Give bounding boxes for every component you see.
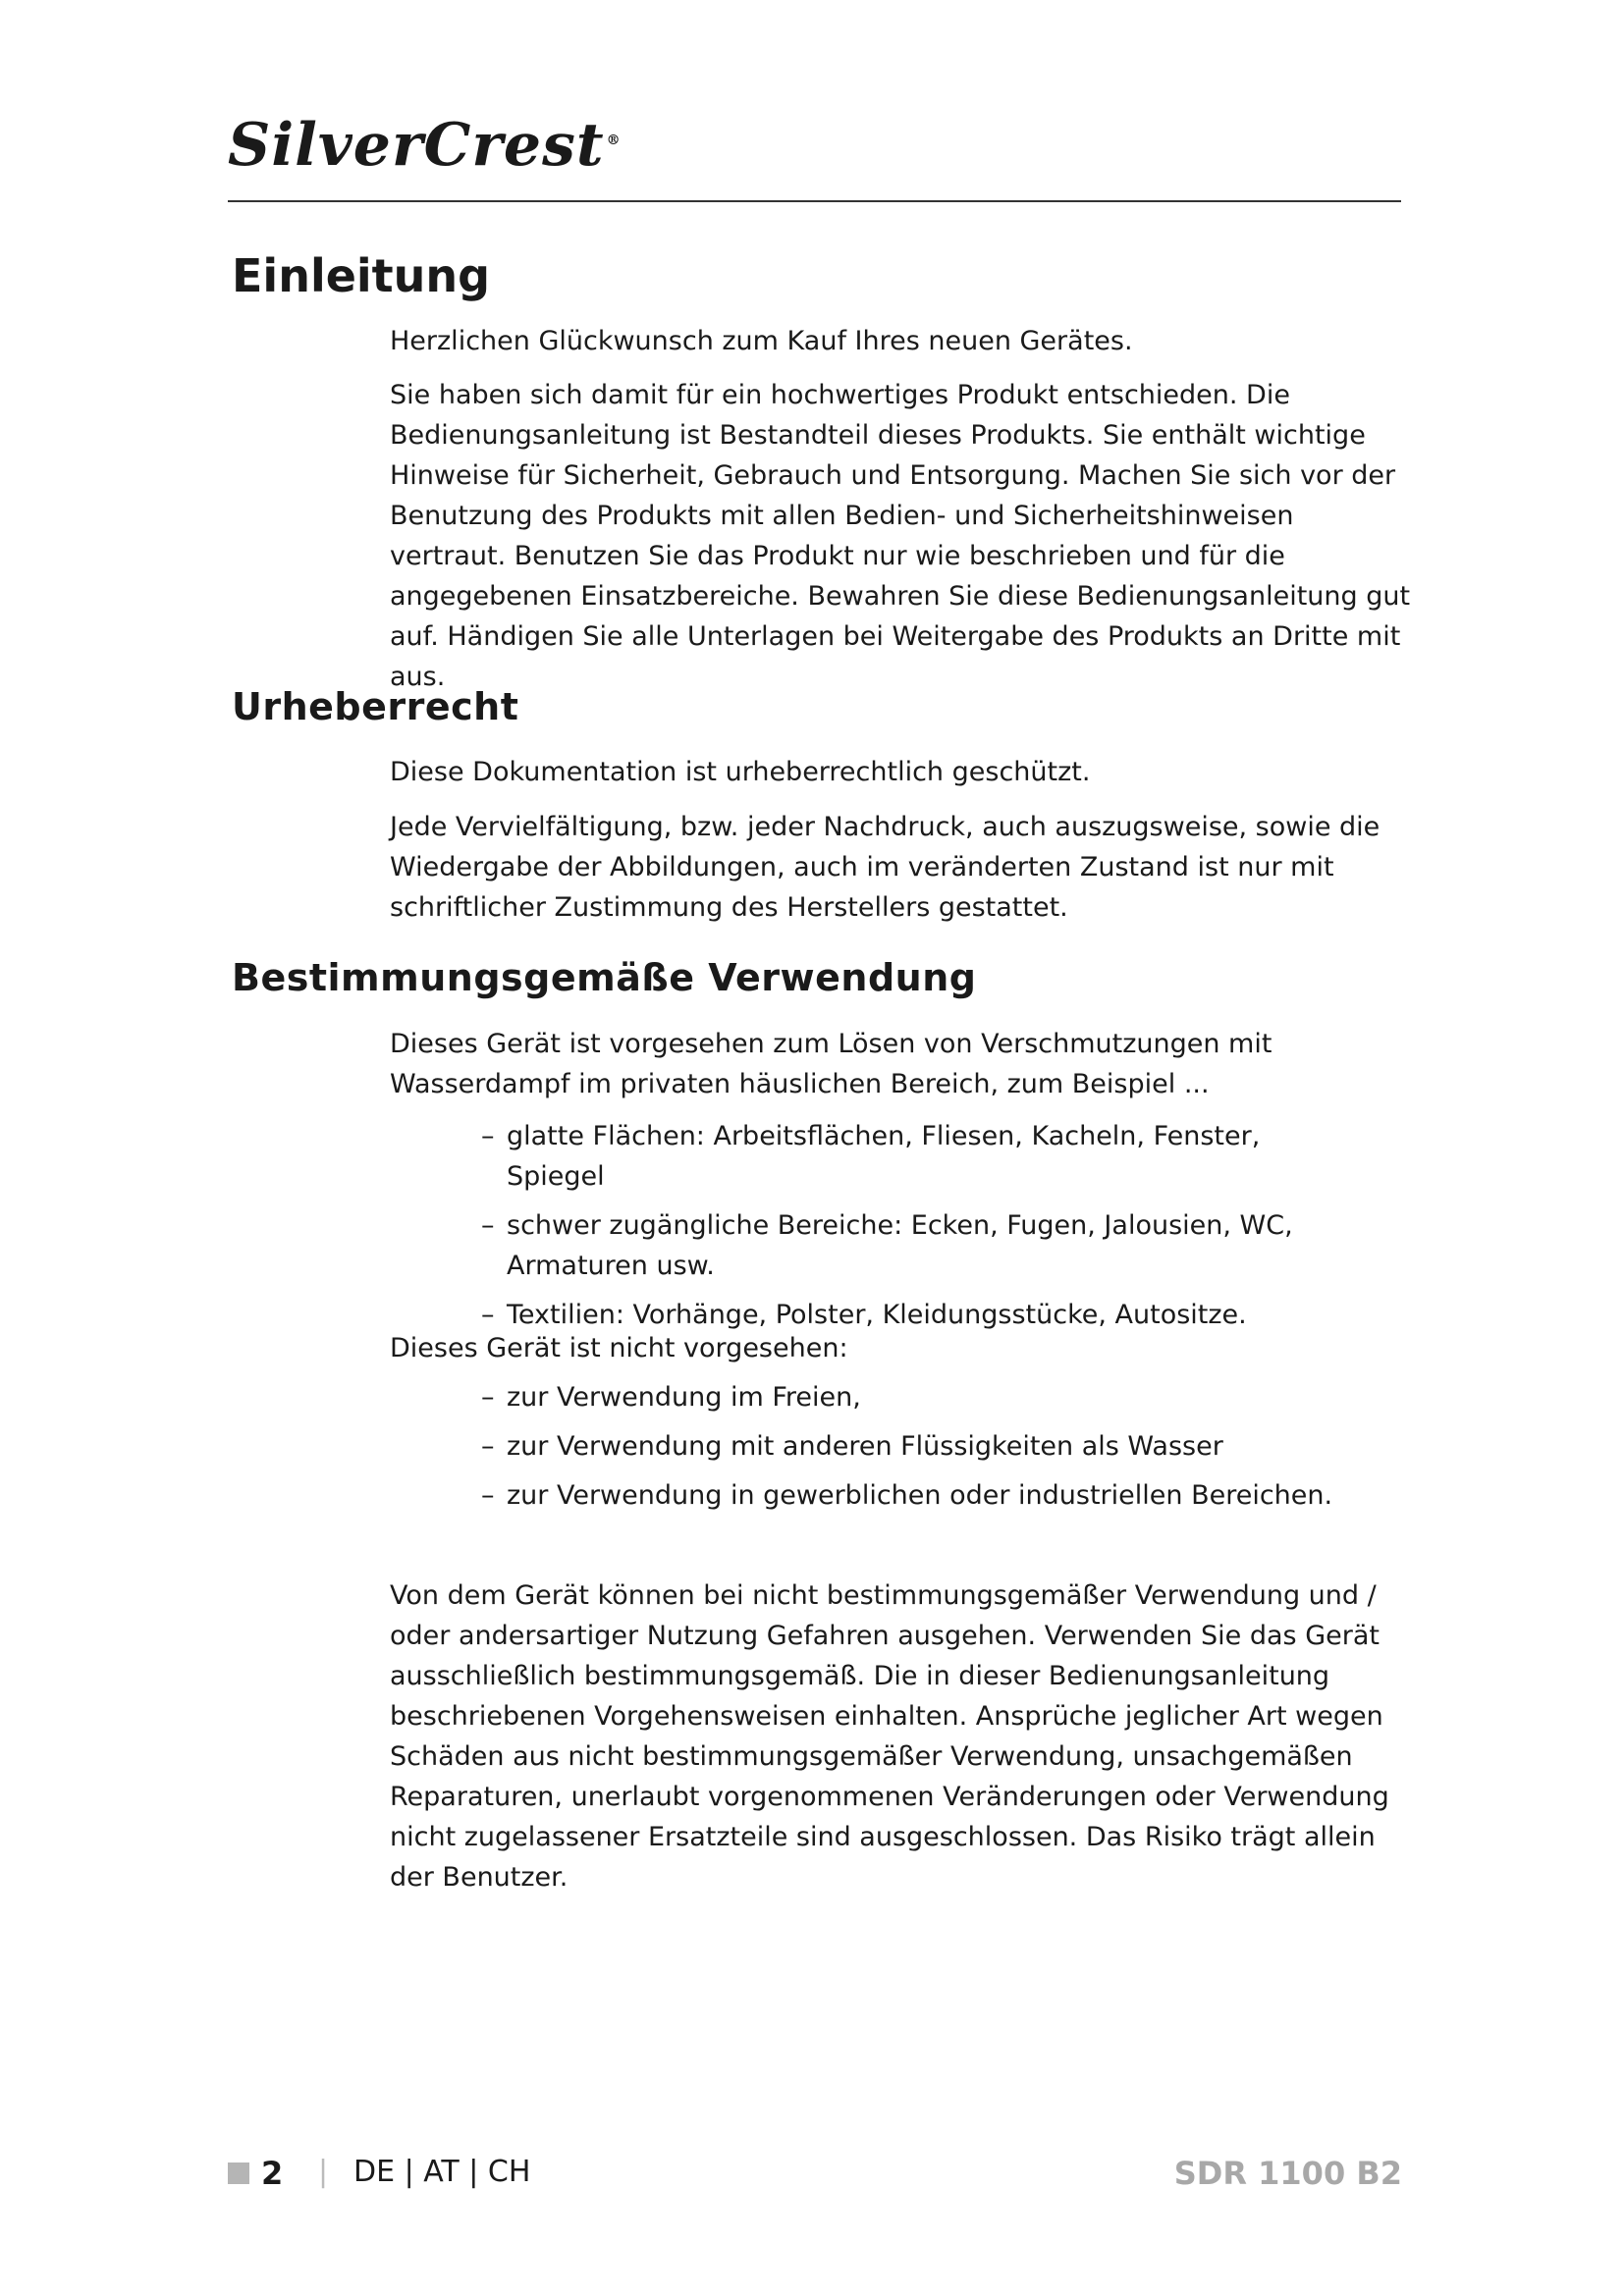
model-number: SDR 1100 B2 bbox=[1173, 2155, 1402, 2192]
page-footer bbox=[228, 2155, 1402, 2194]
verwendung-p2: Dieses Gerät ist nicht vorgesehen: bbox=[390, 1333, 848, 1363]
list-item: – Textilien: Vorhänge, Polster, Kleidungsstücke, Autositze. bbox=[481, 1300, 1247, 1330]
footer-languages: DE | AT | CH bbox=[353, 2155, 531, 2189]
registered-mark: ® bbox=[606, 133, 622, 148]
einleitung-p2: Sie haben sich damit für ein hochwertiges Produkt entschieden. Die Bedienungsanleitung ist Bestandteil dieses Produkts. Sie enthält wichtige Hinweise für Sicherheit, Gebrauch und Entsorgung. Machen Sie sich vor der Benutzung des Produkts mit allen Bedien- und Sicherheitshinweisen vertraut. Benutzen Sie das Produkt nur wie beschrieben und für die angegebenen Einsatzbereiche. Bewahren Sie diese Bedienungsanleitung gut auf. Händigen Sie alle Unterlagen bei Weitergabe des Produkts an Dritte mit aus. bbox=[390, 380, 1411, 692]
einleitung-p1: Herzlichen Glückwunsch zum Kauf Ihres neuen Gerätes. bbox=[390, 326, 1133, 356]
list-item: – zur Verwendung in gewerblichen oder industriellen Bereichen. bbox=[481, 1480, 1333, 1511]
verwendung-p1: Dieses Gerät ist vorgesehen zum Lösen von Verschmutzungen mit Wasserdampf im privaten häuslichen Bereich, zum Beispiel ... bbox=[390, 1029, 1272, 1099]
heading-verwendung: Bestimmungsgemäße Verwendung bbox=[232, 956, 977, 999]
urheberrecht-p1: Diese Dokumentation ist urheberrechtlich geschützt. bbox=[390, 757, 1091, 787]
list-item: – zur Verwendung im Freien, bbox=[481, 1382, 861, 1413]
header-rule bbox=[228, 200, 1401, 202]
logo-text: SilverCrest bbox=[228, 111, 605, 180]
footer-separator: | bbox=[318, 2155, 329, 2189]
silvercrest-logo bbox=[228, 111, 622, 180]
list-item: – schwer zugängliche Bereiche: Ecken, Fugen, Jalousien, WC, Armaturen usw. bbox=[481, 1210, 1293, 1281]
suitable-uses-list bbox=[481, 1116, 1365, 1344]
list-item: – glatte Flächen: Arbeitsflächen, Fliesen, Kacheln, Fenster, Spiegel bbox=[481, 1121, 1261, 1192]
urheberrecht-p2: Jede Vervielfältigung, bzw. jeder Nachdruck, auch auszugsweise, sowie die Wiedergabe der Abbildungen, auch im veränderten Zustand ist nur mit schriftlicher Zustimmung des Herstellers gestattet. bbox=[390, 812, 1380, 923]
page-marker-square bbox=[228, 2163, 249, 2184]
heading-einleitung: Einleitung bbox=[232, 249, 491, 302]
unsuitable-uses-list bbox=[481, 1377, 1365, 1524]
page-number: 2 bbox=[261, 2155, 284, 2192]
verwendung-p3: Von dem Gerät können bei nicht bestimmungsgemäßer Verwendung und / oder andersartiger Nutzung Gefahren ausgehen. Verwenden Sie das Gerät ausschließlich bestimmungsgemäß. Die in dieser Bedienungsanleitung beschriebenen Vorgehensweisen einhalten. Ansprüche jeglicher Art wegen Schäden aus nicht bestimmungsgemäßer Verwendung, unsachgemäßen Reparaturen, unerlaubt vorgenommenen Veränderungen oder Verwendung nicht zugelassener Ersatzteile sind ausgeschlossen. Das Risiko trägt allein der Benutzer. bbox=[390, 1580, 1389, 1893]
list-item: – zur Verwendung mit anderen Flüssigkeiten als Wasser bbox=[481, 1431, 1223, 1462]
heading-urheberrecht: Urheberrecht bbox=[232, 685, 519, 728]
